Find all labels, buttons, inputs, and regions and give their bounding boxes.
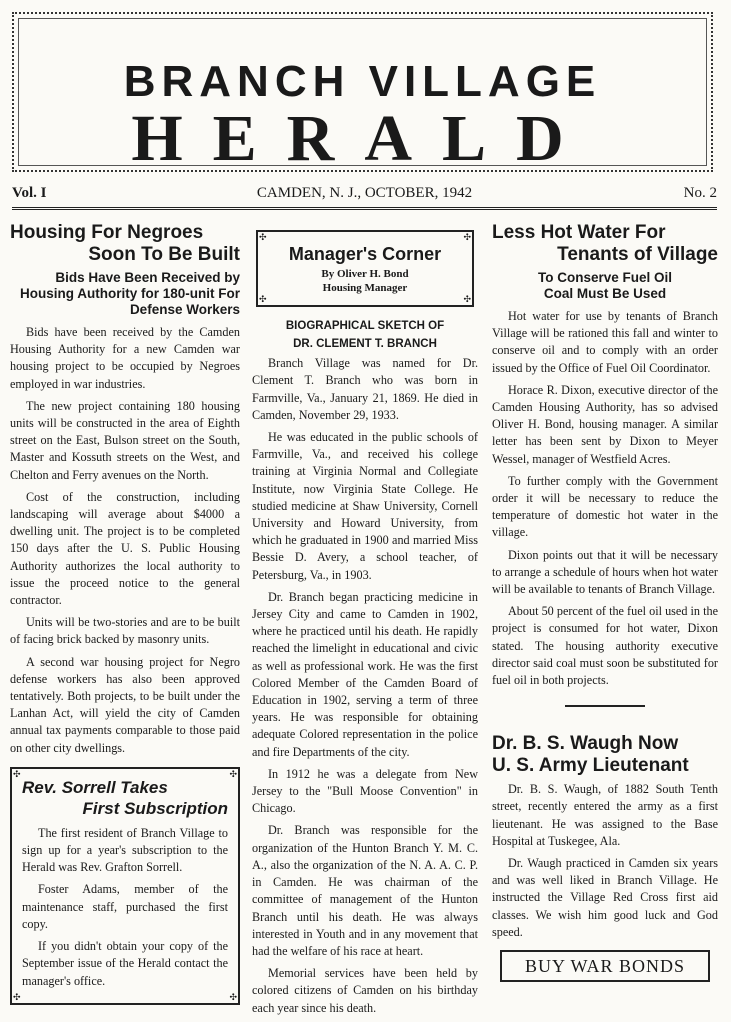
headline-sorrell-line1: Rev. Sorrell Takes <box>22 777 168 797</box>
corner-ornament: ✣ <box>259 294 267 305</box>
subhead-hotwater-line1: To Conserve Fuel Oil <box>537 270 673 285</box>
section-divider <box>565 705 645 707</box>
headline-waugh-line2: U. S. Army Lieutenant <box>492 755 689 777</box>
headline-sorrell-line2: First Subscription <box>82 798 228 818</box>
corner-ornament: ✣ <box>229 768 237 779</box>
issue-date: CAMDEN, N. J., OCTOBER, 1942 <box>256 185 473 201</box>
masthead-inner-border <box>18 18 707 175</box>
subhead-hotwater-line2: Coal Must Be Used <box>543 286 667 301</box>
sorrell-paragraph: The first resident of Branch Village to sign up for a year's subscription to the Herald was Rev. Grafton Sorrell. <box>22 825 228 875</box>
managers-corner-title: Manager's Corner <box>288 244 442 264</box>
issue-number: No. 2 <box>683 185 717 201</box>
column-left <box>10 222 240 1005</box>
housing-paragraph: The new project containing 180 housing units will be constructed in the area of Eighth street on the East, Bulson street on the South, Master and Kossuth streets on the West, and Chelton and Ferry avenues on the North. <box>10 398 240 482</box>
managers-corner-box <box>256 230 474 307</box>
bio-paragraph: Branch Village was named for Dr. Clement T. Branch who was born in Farmville, Va., January 21, 1869. He died in Camden, November 29, 1933. <box>252 356 478 422</box>
hotwater-paragraph: Hot water for use by tenants of Branch Village will be rationed this fall and winter to conserve oil and to comply with an order issued by the Office of Fuel Oil Coordinator. <box>492 309 718 375</box>
hotwater-paragraph: Dixon points out that it will be necessary to arrange a schedule of hours when hot water will be available to tenants of Branch Village. <box>492 547 718 597</box>
bio-heading-line2: DR. CLEMENT T. BRANCH <box>293 338 437 351</box>
headline-housing-line2: Soon To Be Built <box>88 244 240 265</box>
column-right <box>492 222 718 946</box>
hotwater-paragraph: Horace R. Dixon, executive director of the Camden Housing Authority, has so advised Oliver H. Bond, housing manager. A similar letter has been sent by Dixon to Meyer Wessel, manager of Westfield Acres. <box>492 382 718 466</box>
corner-ornament: ✣ <box>259 232 267 242</box>
corner-ornament: ✣ <box>229 991 237 1002</box>
article-housing <box>10 222 240 757</box>
masthead-title-line1: BRANCH VILLAGE <box>123 57 602 106</box>
sorrell-paragraph: If you didn't obtain your copy of the September issue of the Herald contact the manager's office. <box>22 939 228 988</box>
buy-war-bonds-box: BUY WAR BONDS <box>500 950 710 982</box>
corner-ornament: ✣ <box>463 294 471 305</box>
hotwater-paragraph: To further comply with the Government order it will be necessary to reduce the temperature of domestic hot water in the village. <box>492 473 718 540</box>
headline-housing-line1: Housing For Negroes <box>10 222 204 243</box>
corner-ornament: ✣ <box>13 991 21 1002</box>
bio-heading-line1: BIOGRAPHICAL SKETCH OF <box>285 320 445 333</box>
waugh-paragraph: Dr. B. S. Waugh, of 1882 South Tenth street, recently entered the army as a first lieutenant. He was assigned to the Base Hospital at Tuskegee, Ala. <box>492 782 718 848</box>
housing-paragraph: Cost of the construction, including landscaping will average about $4000 a dwelling unit. The project is to be completed 150 days after the U. S. Public Housing Authority authorizes the local authority to issue the proceed notice to the general contractor. <box>10 489 240 608</box>
volume-label: Vol. I <box>12 185 47 201</box>
masthead-title-line2: HERALD <box>131 102 594 175</box>
housing-paragraph: Bids have been received by the Camden Housing Authority for a new Camden war housing project to be occupied by Negroes employed in war industries. <box>10 325 240 391</box>
bio-paragraph: Memorial services have been held by colored citizens of Camden on his birthday each year since his death. <box>252 966 478 1015</box>
dateline <box>12 185 717 210</box>
waugh-paragraph: Dr. Waugh practiced in Camden six years and was well liked in Branch Village. He instructed the Village Red Cross first aid classes. We wish him good luck and God speed. <box>492 856 718 939</box>
masthead <box>12 12 713 175</box>
headline-hotwater-line1: Less Hot Water For <box>492 222 666 243</box>
managers-corner-byline: By Oliver H. Bond <box>321 268 409 281</box>
corner-ornament: ✣ <box>13 768 21 779</box>
corner-ornament: ✣ <box>463 232 471 242</box>
housing-paragraph: Units will be two-stories and are to be built of facing brick backed by masonry units. <box>10 615 240 647</box>
subhead-housing: Bids Have Been Received by Housing Authority for 180-unit For Defense Workers <box>20 270 240 317</box>
headline-hotwater-line2: Tenants of Village <box>557 244 718 265</box>
bio-paragraph: In 1912 he was a delegate from New Jersey to the "Bull Moose Convention" in Chicago. <box>252 766 478 816</box>
bio-paragraph: Dr. Branch was responsible for the organization of the Hunton Branch Y. M. C. A., also the organization of the N. A. A. C. P. in Camden. He was chairman of the committee of management of the Hunton Branch until his death. He was always interested in Youth and in any movement that had the welfare of his race at heart. <box>252 823 478 958</box>
column-middle <box>252 222 478 1022</box>
managers-corner-role: Housing Manager <box>322 282 408 295</box>
bio-paragraph: Dr. Branch began practicing medicine in Jersey City and came to Camden in 1902, where he practiced until his death. He rapidly reached the limelight in educational and civic as well as professional work. He was the first Colored Member of the Camden Board of Education in 1902, serving a term of three years. He was responsible for obtaining adequate Colored representation in the police and fire Departments of the city. <box>252 589 478 759</box>
housing-paragraph: A second war housing project for Negro defense workers has also been approved tentatively. Both projects, to be built under the Lanhan Act, will yield the city of Camden annual tax payments comparable to those paid on other city dwellings. <box>10 654 240 755</box>
hotwater-paragraph: About 50 percent of the fuel oil used in the project is consumed for hot water, Dixon stated. The housing authority executive director said coal must soon be substituted for fuel oil in both projects. <box>492 604 718 688</box>
sorrell-paragraph: Foster Adams, member of the maintenance staff, purchased the first copy. <box>22 882 228 931</box>
article-sorrell-box <box>10 767 240 1005</box>
article-waugh <box>492 733 718 941</box>
headline-waugh-line1: Dr. B. S. Waugh Now <box>492 733 679 755</box>
bio-paragraph: He was educated in the public schools of Farmville, Va., and received his college training at Virginia Normal and Collegiate Institute, now Virginia State College. He studied medicine at Shaw University, Cornell University and Howard University, from which he graduated in 1900 and married Miss Bessie D. Avery, a school teacher, of Petersburg, Va., in 1903. <box>252 430 478 582</box>
article-hot-water <box>492 222 718 689</box>
